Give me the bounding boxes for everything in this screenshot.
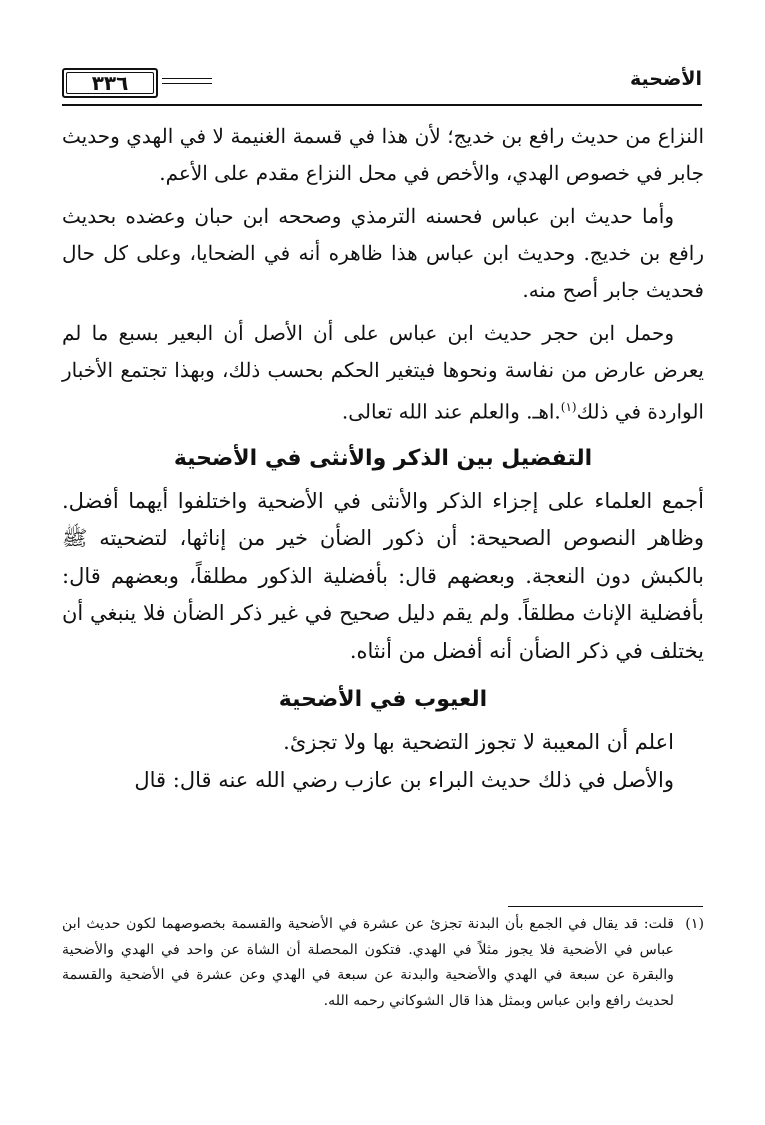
- header-rule-middle: [162, 83, 212, 84]
- paragraph: أجمع العلماء على إجزاء الذكر والأنثى في الأضحية واختلفوا أيهما أفضل. وظاهر النصوص الصحيحة: أن ذكور الضأن خير من إناثها، لتضحيته ﷺ بالكبش دون النعجة. وبعضهم قال: بأفضلية الذكور مطلقاً، وبعضهم قال: بأفضلية الإناث مطلقاً. ولم يقم دليل صحيح في غير ذكر الضأن فلا ينبغي أن يختلف في ذكر الضأن أنه أفضل من أنثاه.: [62, 488, 704, 663]
- paragraph: والأصل في ذلك حديث البراء بن عازب رضي الله عنه قال: قال: [134, 767, 674, 792]
- footnote-separator: [508, 906, 703, 907]
- page-header: [62, 62, 702, 106]
- paragraph: [62, 315, 704, 431]
- header-rule-top: [162, 78, 212, 79]
- paragraph: اعلم أن المعيبة لا تجوز التضحية بها ولا تجزئ.: [283, 730, 674, 755]
- footnote: [62, 912, 704, 1014]
- paragraph: وأما حديث ابن عباس فحسنه الترمذي وصححه ابن حبان وعضده بحديث رافع بن خديج. وحديث ابن عباس هذا ظاهره أنه في الضحايا، وعلى كل حال فحديث جابر أصح منه.: [62, 204, 704, 302]
- footnote-reference: (١): [560, 400, 577, 414]
- footnotes: [62, 912, 704, 1014]
- footnote-text: قلت: قد يقال في الجمع بأن البدنة تجزئ عن عشرة في الأضحية والقسمة بخصوصهما لكون حديث ابن عباس في الأضحية فلا يجوز مثلاً في الهدي. فتكون المحصلة أن الشاة عن واحد في الهدي والأضحية والبقرة عن سبعة في الهدي والأضحية والبدنة عن سبعة في الهدي وعن عشرة في الأضحية والقسمة لحديث رافع وابن عباس وبمثل هذا قال الشوكاني رحمه الله.: [62, 916, 674, 1009]
- header-rule: [62, 104, 702, 106]
- paragraph: النزاع من حديث رافع بن خديج؛ لأن هذا في قسمة الغنيمة لا في الهدي وحديث جابر في خصوص الهدي، والأخص في محل النزاع مقدم على الأعم.: [62, 124, 704, 185]
- paragraph-text: وحمل ابن حجر حديث ابن عباس على أن الأصل أن البعير بسبع ما لم يعرض عارض من نفاسة ونحوها فيتغير الحكم بحسب ذلك، وبهذا تجتمع الأخبار الواردة في ذلك: [62, 321, 704, 424]
- section-heading: التفضيل بين الذكر والأنثى في الأضحية: [173, 445, 593, 471]
- section-heading: العيوب في الأضحية: [278, 687, 488, 713]
- page-number: ٣٣٦: [62, 68, 158, 98]
- running-title: الأضحية: [630, 68, 702, 90]
- footnote-number: (١): [685, 916, 704, 932]
- main-text: [62, 118, 704, 799]
- paragraph-text: .اهـ. والعلم عند الله تعالى.: [341, 399, 561, 424]
